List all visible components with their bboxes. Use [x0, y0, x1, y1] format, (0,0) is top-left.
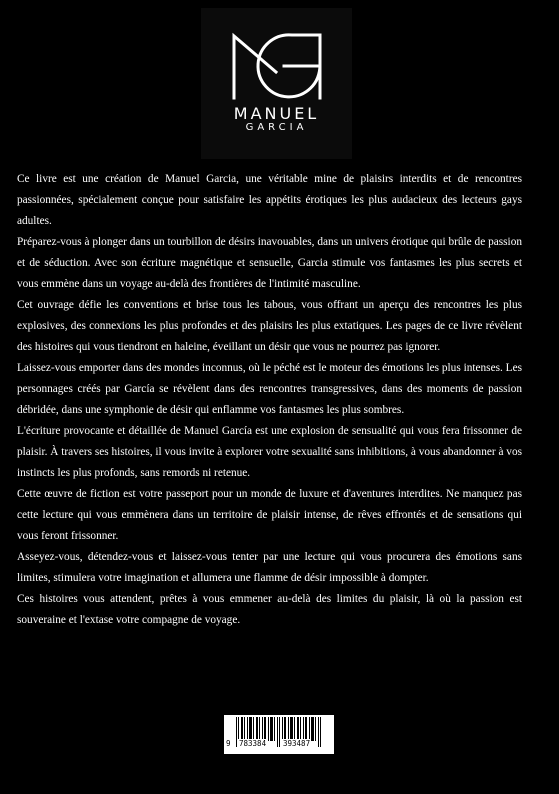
blurb-paragraph: Ce livre est une création de Manuel Garcia, une véritable mine de plaisirs interdits et de rencontres passionnées, spécialement conçue pour satisfaire les appétits érotiques les plus audacieux des lecteurs gays adultes. [17, 173, 522, 227]
blurb-paragraph: Cette œuvre de fiction est votre passeport pour un monde de luxure et d'aventures interdites. Ne manquez pas cette lecture qui vous emmènera dans un territoire de plaisir intense, de rêves effrontés et de sensations qui vous feront frissonner. [17, 488, 522, 542]
blurb-paragraph: Préparez-vous à plonger dans un tourbillon de désirs inavouables, dans un univers érotique qui brûle de passion et de séduction. Avec son écriture magnétique et sensuelle, Garcia stimule vos fantasmes les plus secrets et vous emmène dans un voyage au-delà des frontières de l'intimité masculine. [17, 236, 522, 290]
mg-monogram-icon [232, 32, 322, 100]
blurb-paragraph: Cet ouvrage défie les conventions et brise tous les tabous, vous offrant un aperçu des rencontres les plus explosives, des connexions les plus profondes et des plaisirs les plus extatiques. Les pages de ce livre révèlent des histoires qui vous tiendront en haleine, éveillant un désir que vous ne pourrez pas ignorer. [17, 299, 522, 353]
author-last-name: GARCIA [245, 122, 308, 133]
blurb-paragraph: Laissez-vous emporter dans des mondes inconnus, où le péché est le moteur des émotions les plus intenses. Les personnages créés par García se révèlent dans des rencontres transgressives, dans des moments de passion débridée, dans une symphonie de désir qui enflamme vos fantasmes les plus sombres. [17, 362, 522, 416]
blurb-paragraph: L'écriture provocante et détaillée de Manuel García est une explosion de sensualité qui vous fera frissonner de plaisir. À travers ses histoires, il vous invite à explorer votre sexualité sans inhibitions, à vous abandonner à vos instincts les plus profonds, sans remords ni retenue. [17, 425, 522, 479]
back-cover-blurb [17, 169, 522, 667]
barcode-right-digits: 393487 [283, 739, 311, 748]
isbn-barcode [224, 715, 334, 754]
barcode-left-digits: 783384 [239, 739, 267, 748]
blurb-paragraph: Ces histoires vous attendent, prêtes à vous emmener au-delà des limites du plaisir, là où la passion est souveraine et l'extase votre compagne de voyage. [17, 593, 522, 626]
author-first-name: MANUEL [233, 104, 320, 123]
barcode-first-digit: 9 [226, 739, 231, 748]
author-logo [201, 8, 352, 159]
blurb-paragraph: Asseyez-vous, détendez-vous et laissez-vous tenter par une lecture qui vous procurera des émotions sans limites, stimulera votre imagination et allumera une flamme de désir impossible à dompter. [17, 551, 522, 584]
